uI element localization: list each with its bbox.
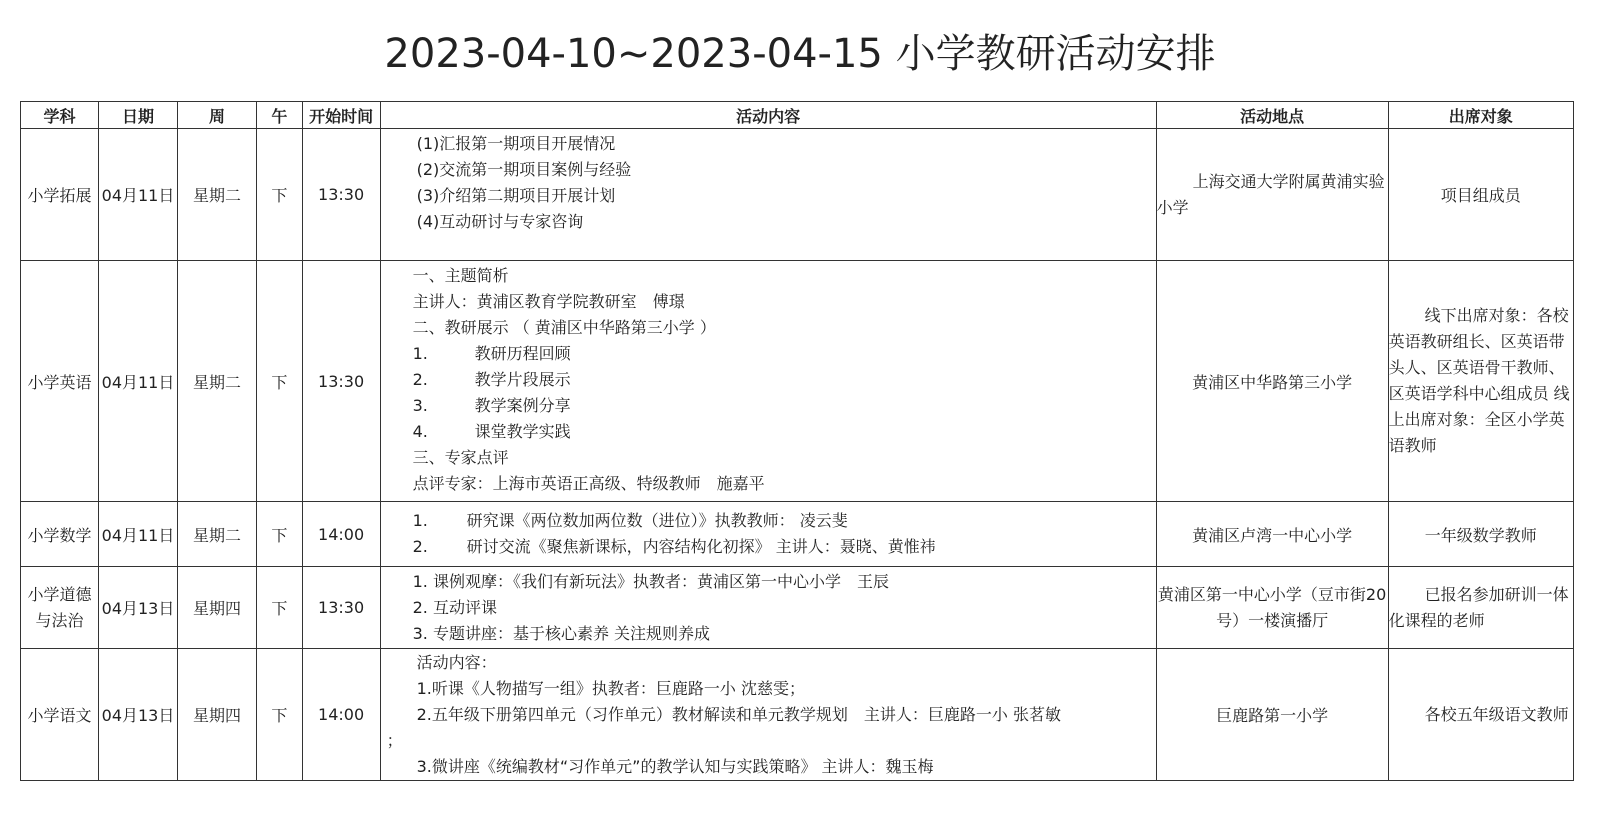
attendees-text: 已报名参加研训一体化课程的老师: [1388, 584, 1569, 630]
location-cell: 巨鹿路第一小学: [1156, 649, 1388, 781]
time-cell: 13:30: [302, 567, 380, 649]
location-cell: 黄浦区中华路第三小学: [1156, 261, 1388, 502]
content-line: 主讲人：黄浦区教育学院教研室 傅璟: [412, 292, 685, 311]
content-line: ；: [386, 730, 403, 750]
header-activity-content: 活动内容: [380, 102, 1156, 129]
content-cell: [380, 129, 1156, 261]
header-attendees: 出席对象: [1388, 102, 1573, 129]
header-subject: 学科: [21, 102, 99, 129]
week-cell: 星期四: [178, 649, 257, 781]
content-line: 二、教研展示 （ 黄浦区中华路第三小学 ）: [412, 318, 716, 337]
content-line: 2.五年级下册第四单元（习作单元）教材解读和单元教学规划 主讲人：巨鹿路一小 张茗敏: [416, 704, 1061, 724]
content-line: 3.微讲座《统编教材“习作单元”的教学认知与实践策略》 主讲人：魏玉梅: [416, 756, 934, 776]
content-line: 1. 课例观摩：《我们有新玩法》执教者：黄浦区第一中心小学 王辰: [412, 571, 889, 591]
date-cell: 04月11日: [99, 261, 178, 502]
content-list-item: 2. 研讨交流《聚焦新课标，内容结构化初探》 主讲人：聂晓、黄惟祎: [412, 537, 936, 556]
content-list-item: 1. 研究课《两位数加两位数（进位）》执教教师： 凌云斐: [412, 511, 848, 530]
week-cell: 星期二: [178, 129, 257, 261]
location-text: 上海交通大学附属黄浦实验小学: [1156, 171, 1385, 217]
date-cell: 04月13日: [99, 567, 178, 649]
header-week: 周: [178, 102, 257, 129]
subject-cell: 小学英语: [21, 261, 99, 502]
content-line: 3. 专题讲座：基于核心素养 关注规则养成: [412, 623, 711, 643]
time-cell: 13:30: [302, 129, 380, 261]
content-cell: [380, 649, 1156, 781]
content-list-item: 1. 教研历程回顾: [412, 344, 571, 363]
content-list-item: 4. 课堂教学实践: [412, 422, 571, 441]
date-cell: 04月11日: [99, 129, 178, 261]
subject-cell: 小学拓展: [21, 129, 99, 261]
header-noon: 午: [257, 102, 303, 129]
date-cell: 04月13日: [99, 649, 178, 781]
time-cell: 13:30: [302, 261, 380, 502]
attendees-cell: [1388, 567, 1573, 649]
content-line: 活动内容：: [416, 652, 497, 672]
date-cell: 04月11日: [99, 502, 178, 567]
subject-cell: 小学数学: [21, 502, 99, 567]
attendees-cell: 项目组成员: [1388, 129, 1573, 261]
noon-cell: 下: [257, 129, 303, 261]
time-cell: 14:00: [302, 502, 380, 567]
schedule-table: [20, 101, 1574, 781]
content-line: (1)汇报第一期项目开展情况: [416, 134, 616, 153]
location-cell: 黄浦区卢湾一中心小学: [1156, 502, 1388, 567]
attendees-cell: 一年级数学教师: [1388, 502, 1573, 567]
content-list-item: 2. 教学片段展示: [412, 370, 571, 389]
noon-cell: 下: [257, 649, 303, 781]
location-cell: [1156, 129, 1388, 261]
table-row: [21, 261, 1574, 502]
content-line: 2. 互动评课: [412, 597, 497, 617]
page-title: 2023-04-10~2023-04-15 小学教研活动安排: [384, 31, 1216, 77]
content-line: 1.听课《人物描写一组》执教者：巨鹿路一小 沈慈雯；: [416, 678, 805, 698]
content-line: 一、主题简析: [412, 266, 509, 285]
content-line: 点评专家：上海市英语正高级、特级教师 施嘉平: [412, 474, 765, 493]
noon-cell: 下: [257, 502, 303, 567]
content-line: (4)互动研讨与专家咨询: [416, 212, 584, 231]
attendees-cell: [1388, 649, 1573, 781]
content-line: (3)介绍第二期项目开展计划: [416, 186, 616, 205]
table-row: [21, 649, 1574, 781]
time-cell: 14:00: [302, 649, 380, 781]
attendees-text: 各校五年级语文教师: [1424, 704, 1569, 724]
header-location: 活动地点: [1156, 102, 1388, 129]
content-line: (2)交流第一期项目案例与经验: [416, 160, 632, 179]
week-cell: 星期二: [178, 502, 257, 567]
content-cell: [380, 567, 1156, 649]
table-row: [21, 502, 1574, 567]
week-cell: 星期二: [178, 261, 257, 502]
header-row: [21, 102, 1574, 129]
content-cell: [380, 261, 1156, 502]
content-cell: [380, 502, 1156, 567]
attendees-text: 线下出席对象：各校英语教研组长、区英语带头人、区英语骨干教师、区英语学科中心组成员 线上出席对象：全区小学英语教师: [1388, 306, 1570, 455]
noon-cell: 下: [257, 261, 303, 502]
table-row: [21, 129, 1574, 261]
header-date: 日期: [99, 102, 178, 129]
noon-cell: 下: [257, 567, 303, 649]
attendees-cell: [1388, 261, 1573, 502]
week-cell: 星期四: [178, 567, 257, 649]
location-cell: 黄浦区第一中心小学（豆市街20号）一楼演播厅: [1156, 567, 1388, 649]
content-line: 三、专家点评: [412, 448, 509, 467]
content-list-item: 3. 教学案例分享: [412, 396, 571, 415]
table-row: [21, 567, 1574, 649]
subject-cell: 小学语文: [21, 649, 99, 781]
header-start-time: 开始时间: [302, 102, 380, 129]
subject-cell: 小学道德与法治: [21, 567, 99, 649]
